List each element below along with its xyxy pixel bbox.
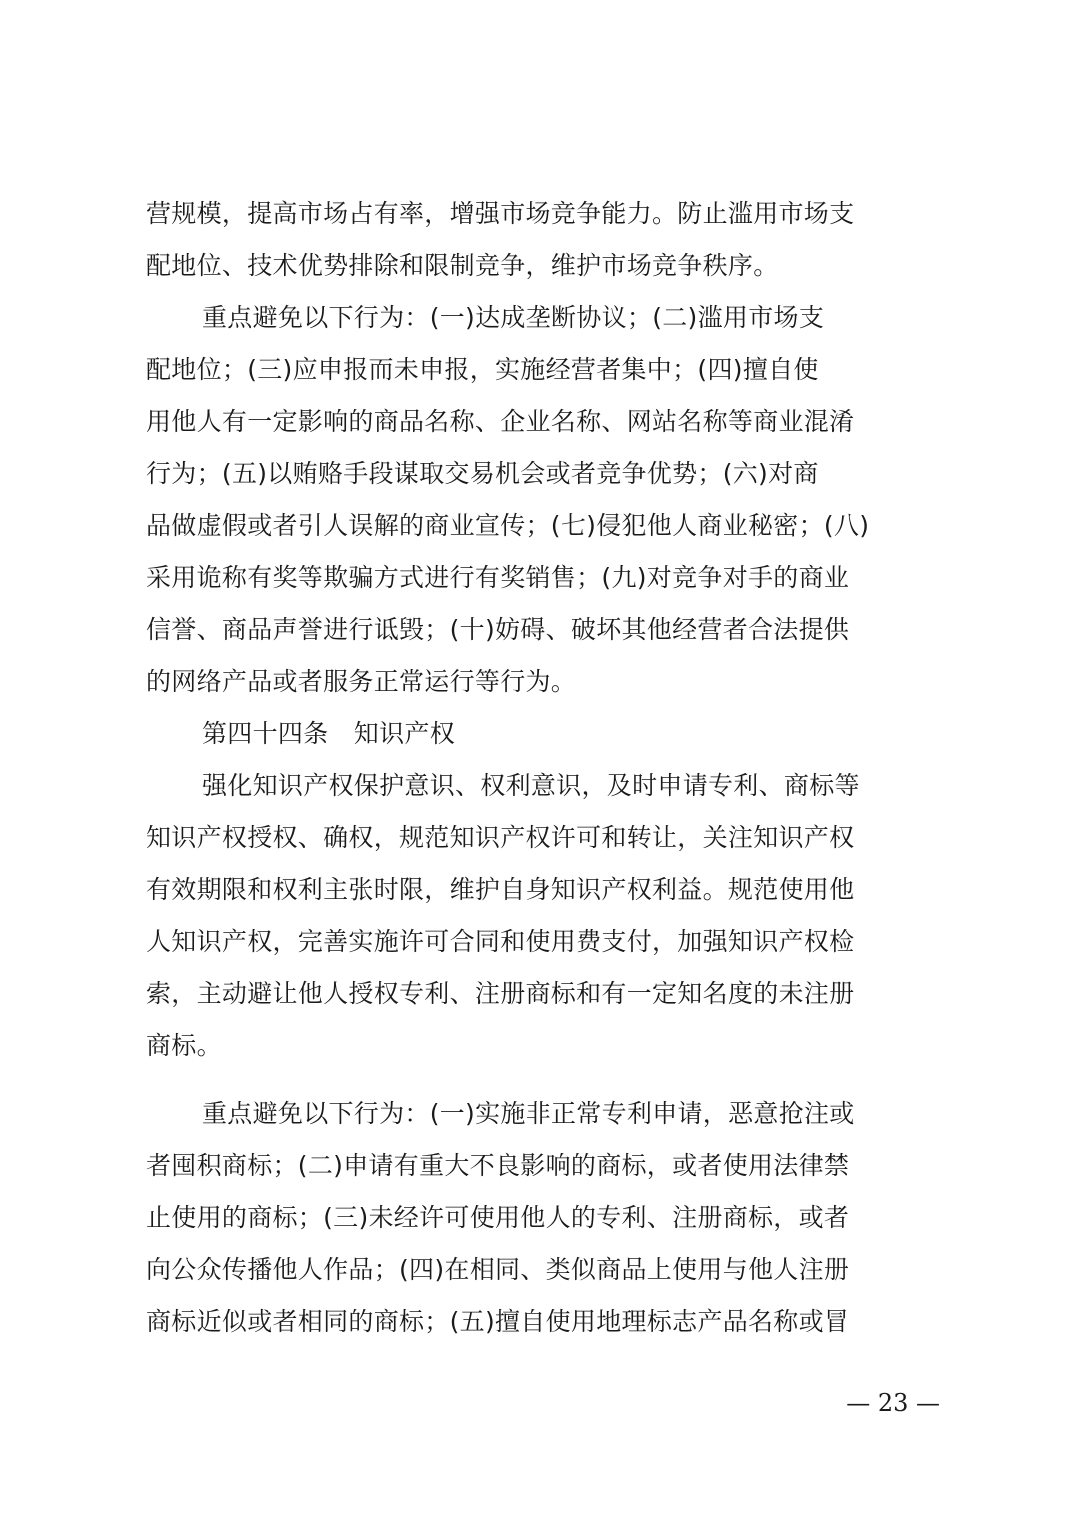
- text-line: 向公众传播他人作品；(四)在相同、类似商品上使用与他人注册: [146, 1255, 850, 1284]
- text-line: 商标近似或者相同的商标；(五)擅自使用地理标志产品名称或冒: [146, 1307, 850, 1336]
- text-line: 人知识产权，完善实施许可合同和使用费支付，加强知识产权检: [146, 927, 855, 956]
- text-line: 者囤积商标；(二)申请有重大不良影响的商标，或者使用法律禁: [146, 1151, 850, 1180]
- paragraph-start: 强化知识产权保护意识、权利意识，及时申请专利、商标等: [202, 771, 860, 800]
- text-line: 采用诡称有奖等欺骗方式进行有奖销售；(九)对竞争对手的商业: [146, 563, 850, 592]
- text-line: 商标。: [146, 1031, 222, 1060]
- text-line: 索，主动避让他人授权专利、注册商标和有一定知名度的未注册: [146, 979, 855, 1008]
- text-line: 知识产权授权、确权，规范知识产权许可和转让，关注知识产权: [146, 823, 855, 852]
- body-text: [146, 188, 946, 1348]
- text-line: 止使用的商标；(三)未经许可使用他人的专利、注册商标，或者: [146, 1203, 850, 1232]
- text-line: 有效期限和权利主张时限，维护自身知识产权利益。规范使用他: [146, 875, 855, 904]
- paragraph-start: 重点避免以下行为：(一)达成垄断协议；(二)滥用市场支: [202, 303, 825, 332]
- text-line: 配地位、技术优势排除和限制竞争，维护市场竞争秩序。: [146, 251, 779, 280]
- text-line: 行为；(五)以贿赂手段谋取交易机会或者竞争优势；(六)对商: [146, 459, 819, 488]
- text-line: 营规模，提高市场占有率，增强市场竞争能力。防止滥用市场支: [146, 199, 855, 228]
- paragraph-start: 重点避免以下行为：(一)实施非正常专利申请，恶意抢注或: [202, 1099, 855, 1128]
- article-heading: 第四十四条 知识产权: [202, 719, 456, 748]
- text-line: 信誉、商品声誉进行诋毁；(十)妨碍、破坏其他经营者合法提供: [146, 615, 850, 644]
- text-line: 用他人有一定影响的商品名称、企业名称、网站名称等商业混淆: [146, 407, 855, 436]
- paragraph-gap: [146, 1072, 946, 1088]
- text-line: 配地位；(三)应申报而未申报，实施经营者集中；(四)擅自使: [146, 355, 819, 384]
- text-line: 品做虚假或者引人误解的商业宣传；(七)侵犯他人商业秘密；(八): [146, 511, 870, 540]
- text-line: 的网络产品或者服务正常运行等行为。: [146, 667, 577, 696]
- page-number: — 23 —: [846, 1389, 940, 1417]
